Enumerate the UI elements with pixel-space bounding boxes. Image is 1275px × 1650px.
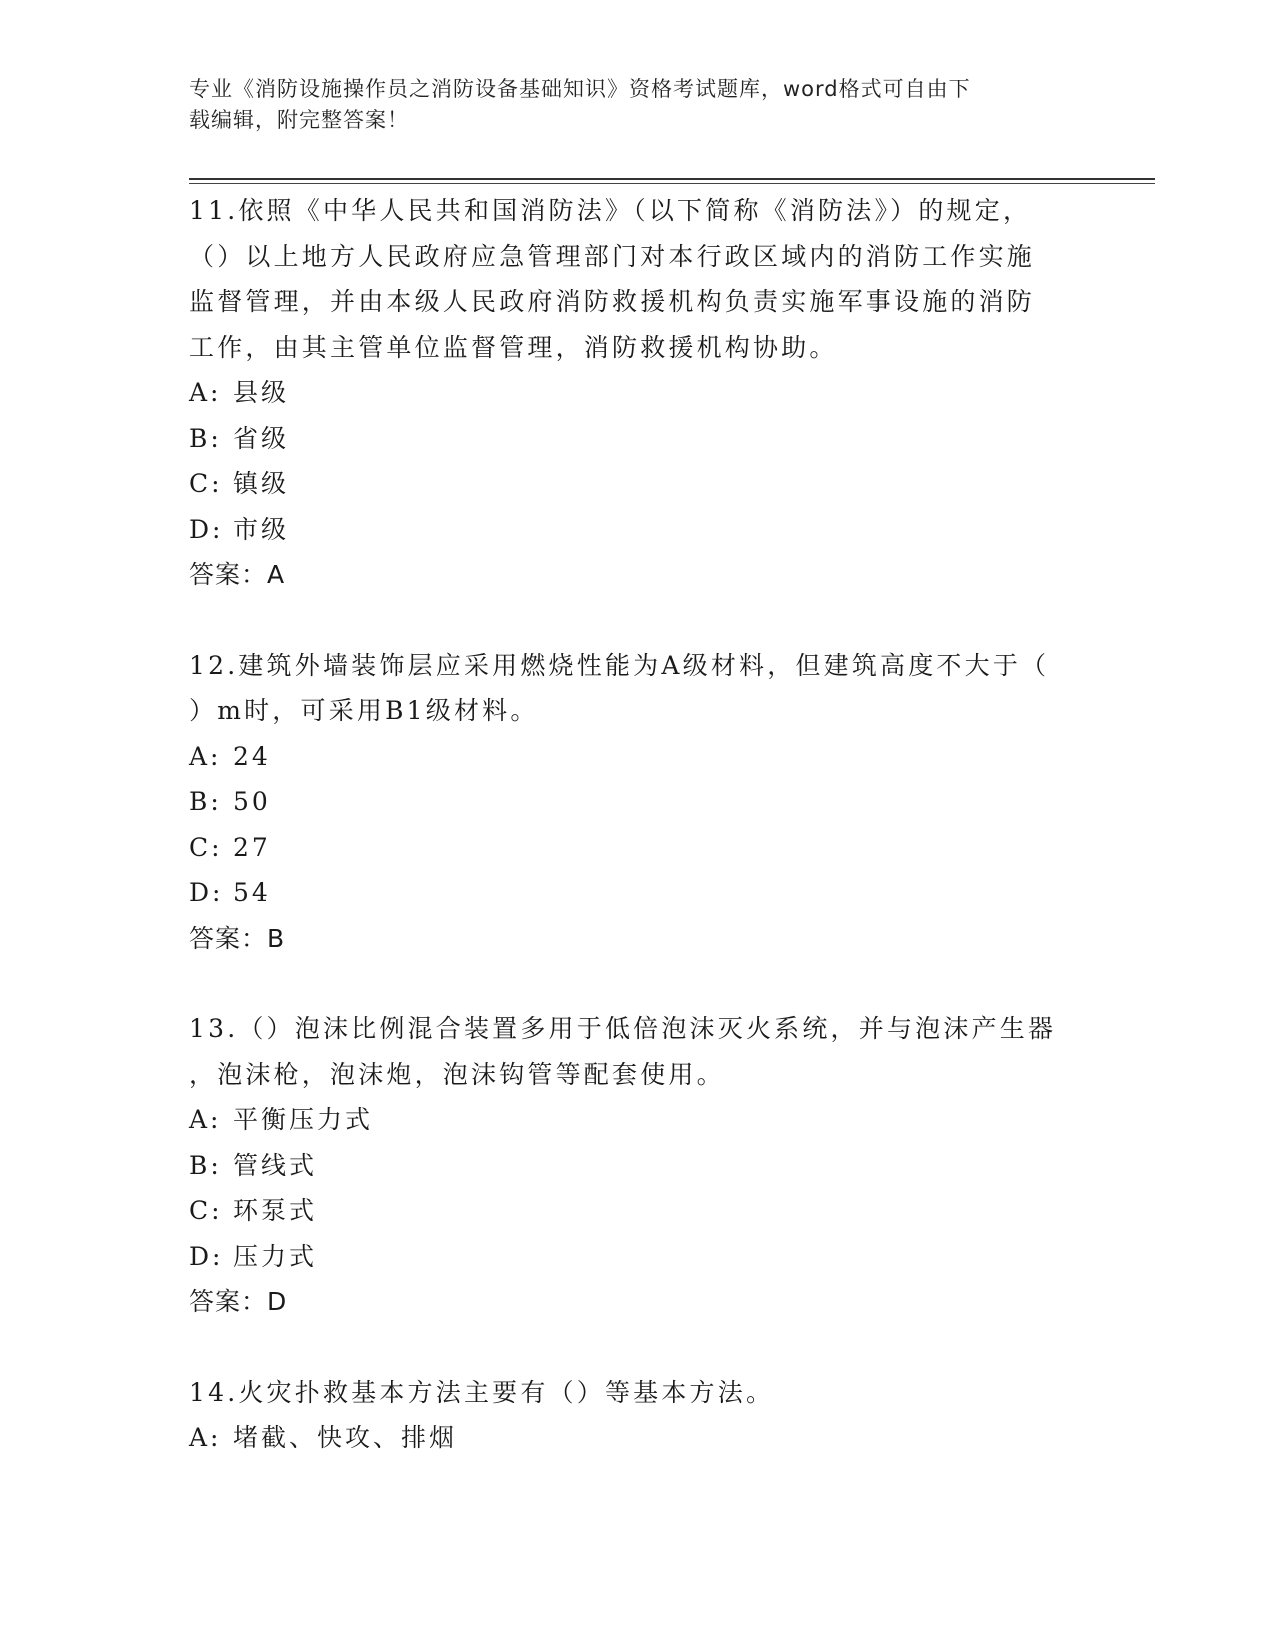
option-text: 堵截、快攻、排烟 <box>233 1423 458 1452</box>
question-12 <box>189 643 1089 962</box>
question-14 <box>189 1370 1089 1461</box>
option-b <box>189 416 1089 462</box>
option-letter: C: <box>189 469 223 498</box>
document-header <box>189 74 1069 136</box>
option-letter: C: <box>189 1196 223 1225</box>
question-stem-line: 14.火灾扑救基本方法主要有（）等基本方法。 <box>189 1377 775 1407</box>
option-letter: A: <box>189 1423 222 1452</box>
option-letter: A: <box>189 1105 222 1134</box>
question-stem-line: 11.依照《中华人民共和国消防法》（以下简称《消防法》）的规定， <box>189 196 1032 225</box>
option-text: 平衡压力式 <box>233 1105 374 1134</box>
option-letter: B: <box>189 423 222 453</box>
option-text: 24 <box>233 741 271 771</box>
option-letter: A: <box>189 378 222 407</box>
option-b <box>189 779 1089 825</box>
option-a <box>189 370 1089 416</box>
option-d <box>189 1234 1089 1280</box>
option-text: 市级 <box>233 514 290 544</box>
option-letter: D: <box>189 514 224 544</box>
header-rule-thick <box>189 178 1155 180</box>
option-a <box>189 1097 1089 1143</box>
option-letter: B: <box>189 787 222 816</box>
question-stem-line: 13.（）泡沫比例混合装置多用于低倍泡沫灭火系统，并与泡沫产生器 <box>189 1014 1057 1043</box>
header-line-2: 载编辑，附完整答案！ <box>189 108 409 132</box>
question-spacer <box>189 961 1089 1006</box>
option-letter: D: <box>189 878 224 907</box>
question-stem-line: ，泡沫枪，泡沫炮，泡沫钩管等配套使用。 <box>189 1059 725 1089</box>
question-stem-line: 监督管理，并由本级人民政府消防救援机构负责实施军事设施的消防 <box>189 287 1036 316</box>
question-stem-line: ）m时，可采用B1级材料。 <box>189 696 539 725</box>
option-text: 环泵式 <box>233 1196 318 1225</box>
answer-line: 答案：B <box>189 923 286 953</box>
question-11 <box>189 188 1089 598</box>
question-stem-line: 工作，由其主管单位监督管理，消防救援机构协助。 <box>189 332 838 362</box>
option-c <box>189 1188 1089 1234</box>
question-stem-line: 12.建筑外墙装饰层应采用燃烧性能为A级材料，但建筑高度不大于（ <box>189 650 1050 680</box>
answer-line: 答案：D <box>189 1287 288 1316</box>
option-letter: C: <box>189 832 223 862</box>
option-a <box>189 734 1089 780</box>
header-line-1: 专业《消防设施操作员之消防设备基础知识》资格考试题库，word格式可自由下 <box>189 77 971 101</box>
option-text: 压力式 <box>233 1241 318 1271</box>
option-a <box>189 1415 1089 1461</box>
option-c <box>189 825 1089 871</box>
option-text: 50 <box>233 787 271 816</box>
question-spacer <box>189 1325 1089 1370</box>
option-text: 省级 <box>233 423 290 453</box>
option-c <box>189 461 1089 507</box>
option-letter: B: <box>189 1150 222 1180</box>
option-text: 27 <box>233 832 271 862</box>
question-spacer <box>189 598 1089 643</box>
question-13 <box>189 1006 1089 1325</box>
option-text: 54 <box>233 878 271 907</box>
option-text: 县级 <box>233 378 290 407</box>
option-d <box>189 870 1089 916</box>
option-letter: A: <box>189 741 222 771</box>
answer-line: 答案：A <box>189 560 286 589</box>
question-list <box>189 188 1089 1461</box>
option-letter: D: <box>189 1241 224 1271</box>
option-text: 镇级 <box>233 469 290 498</box>
header-rule-thin <box>189 183 1155 184</box>
option-text: 管线式 <box>233 1150 318 1180</box>
question-stem-line: （）以上地方人民政府应急管理部门对本行政区域内的消防工作实施 <box>189 241 1036 271</box>
option-b <box>189 1143 1089 1189</box>
option-d <box>189 507 1089 553</box>
